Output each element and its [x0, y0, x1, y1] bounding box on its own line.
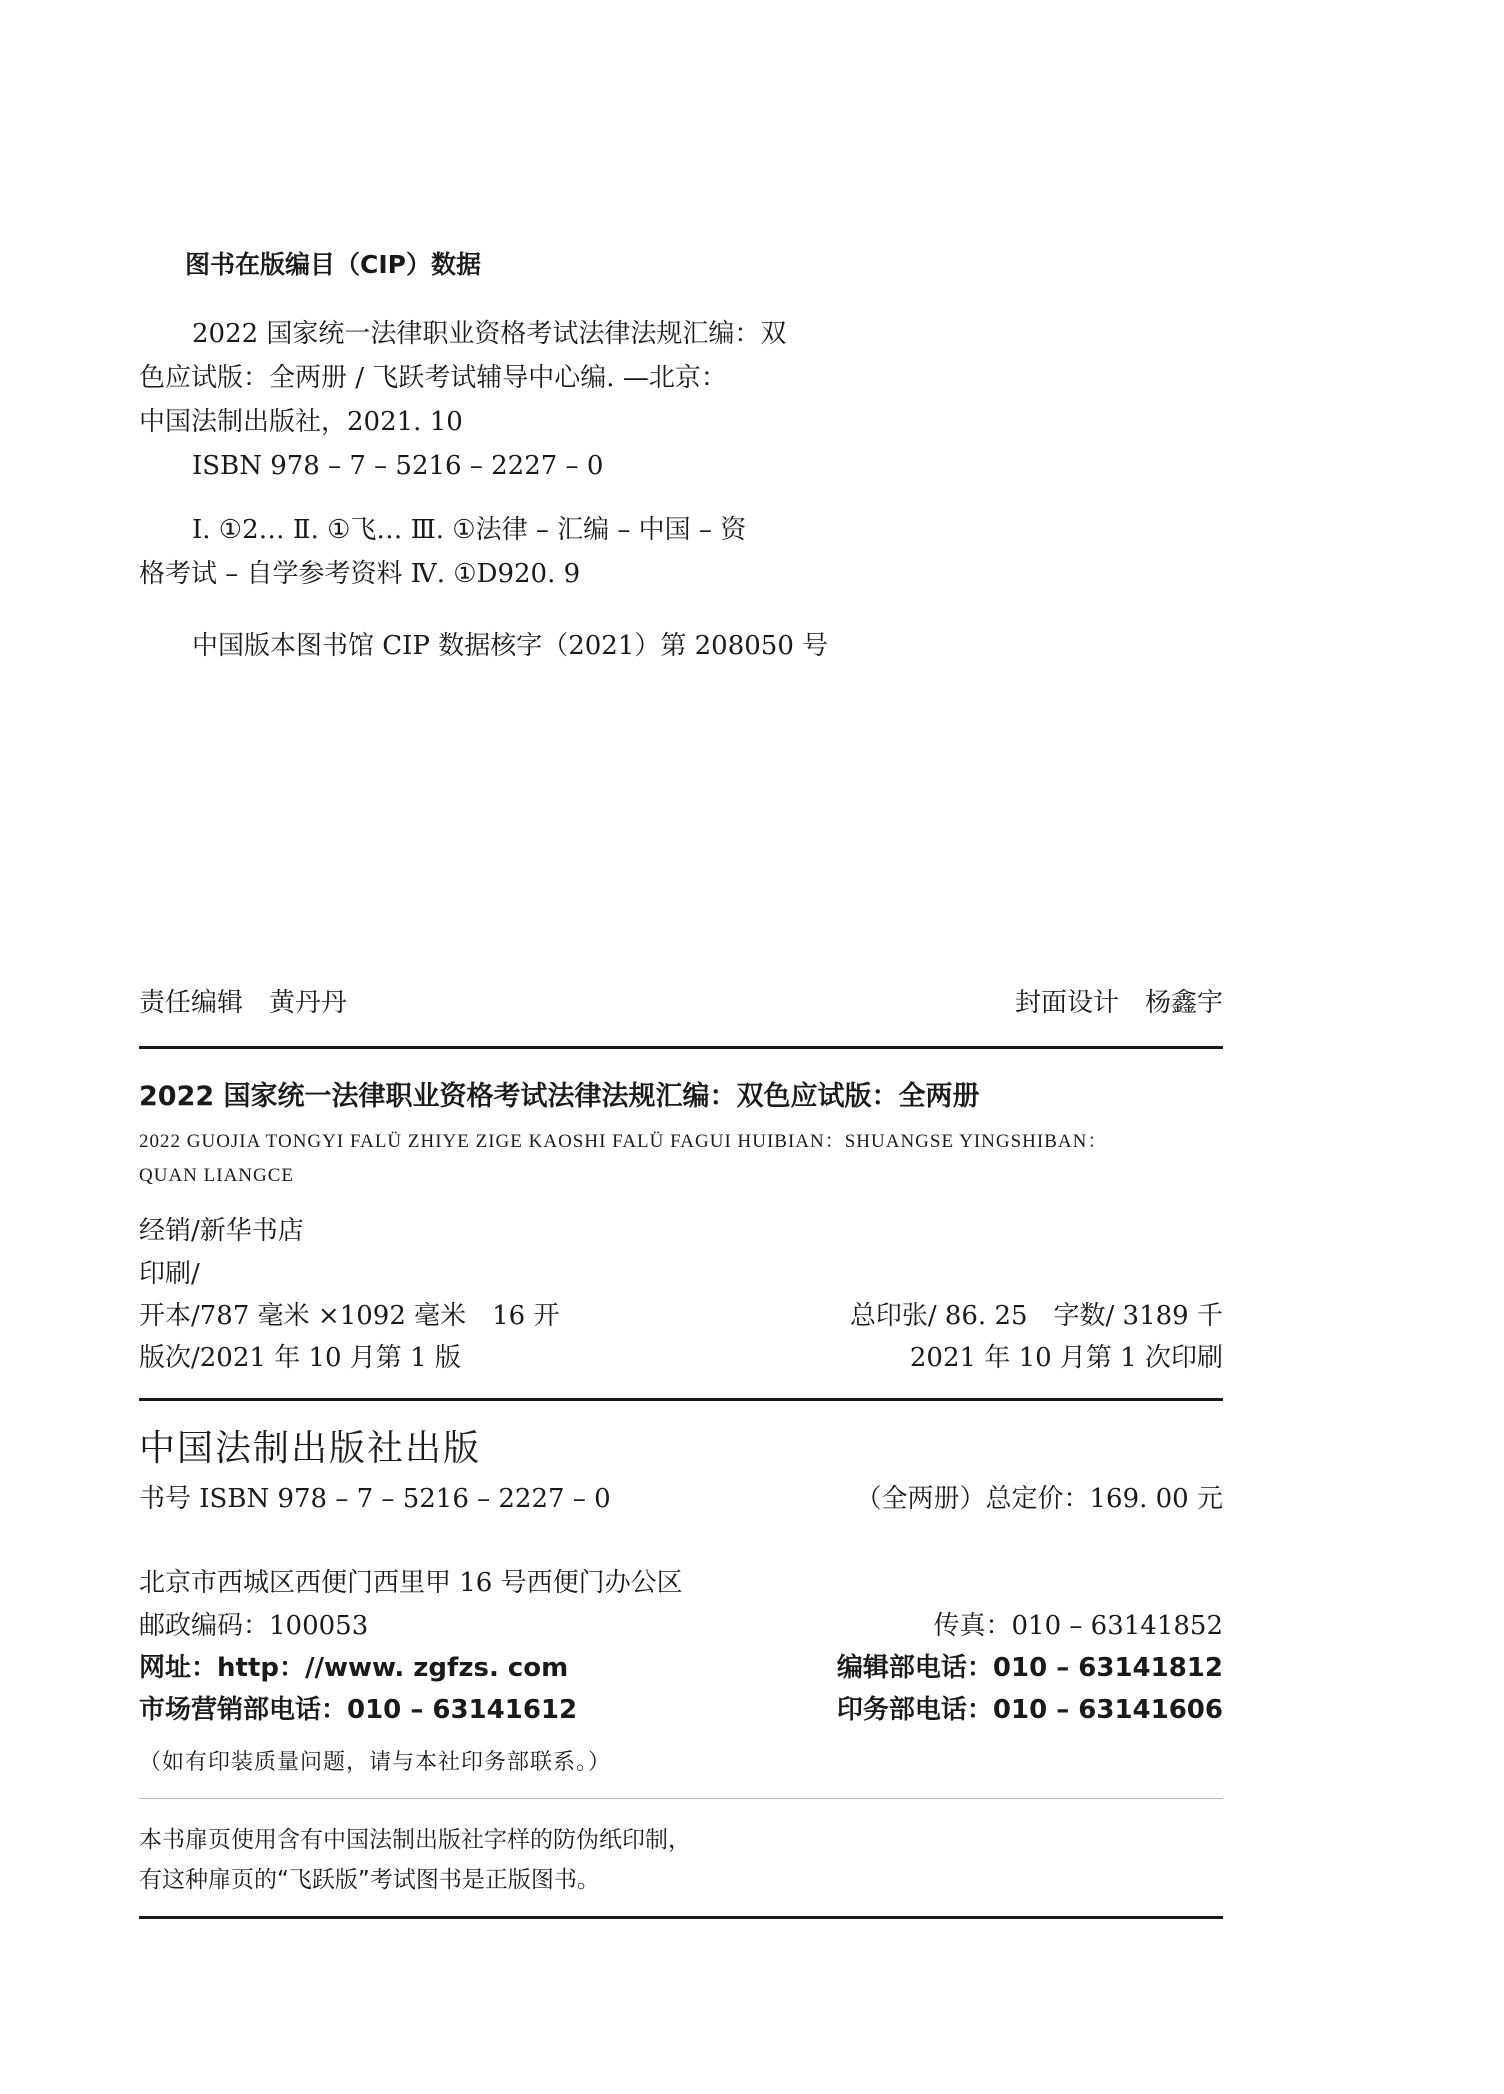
printer: 印刷/: [139, 1259, 200, 1289]
anti-counterfeit-notice: [139, 1820, 691, 1900]
cip-heading: 图书在版编目（CIP）数据: [185, 250, 481, 279]
divider-top: [139, 1046, 1223, 1049]
cip-isbn: ISBN 978 – 7 – 5216 – 2227 – 0: [192, 451, 604, 481]
book-format: 开本/787 毫米 ×1092 毫米 16 开: [139, 1301, 560, 1331]
cover-designer: 封面设计 杨鑫宇: [1014, 988, 1223, 1018]
isbn-price-row: [139, 1478, 1223, 1515]
printing-run: 2021 年 10 月第 1 次印刷: [909, 1343, 1223, 1373]
book-title-pinyin-line-1: 2022 GUOJIA TONGYI FALÜ ZHIYE ZIGE KAOSHI FALÜ FAGUI HUIBIAN：SHUANGSE YINGSHIBAN：: [139, 1131, 1108, 1152]
cip-class-line-2: 格考试 – 自学参考资料 Ⅳ. ①D920. 9: [139, 559, 581, 589]
publisher-name: 中国法制出版社出版: [139, 1428, 482, 1469]
anti-counterfeit-line-1: 本书扉页使用含有中国法制出版社字样的防伪纸印制，: [139, 1827, 691, 1853]
cip-class-line-1: Ⅰ. ①2… Ⅱ. ①飞… Ⅲ. ①法律 – 汇编 – 中国 – 资: [192, 515, 747, 545]
total-price: （全两册）总定价：169. 00 元: [855, 1484, 1223, 1514]
divider-middle: [139, 1398, 1223, 1401]
anti-counterfeit-line-2: 有这种扉页的“飞跃版”考试图书是正版图书。: [139, 1867, 600, 1893]
distributor: 经销/新华书店: [139, 1216, 304, 1246]
book-isbn: 书号 ISBN 978 – 7 – 5216 – 2227 – 0: [139, 1484, 611, 1514]
cip-title-line-2: 色应试版：全两册 / 飞跃考试辅导中心编. —北京：: [139, 363, 727, 393]
format-row: [139, 1295, 1223, 1332]
sheets-and-word-count: 总印张/ 86. 25 字数/ 3189 千: [849, 1301, 1223, 1331]
book-title-cn: 2022 国家统一法律职业资格考试法律法规汇编：双色应试版：全两册: [139, 1081, 980, 1112]
postcode: 邮政编码：100053: [139, 1611, 369, 1641]
divider-light: [139, 1798, 1223, 1799]
cip-title-line-3: 中国法制出版社，2021. 10: [139, 407, 463, 437]
responsible-editor: 责任编辑 黄丹丹: [139, 988, 348, 1018]
cip-description: [139, 312, 786, 488]
marketing-phone: 市场营销部电话：010 – 63141612: [139, 1695, 578, 1725]
divider-bottom: [139, 1916, 1223, 1919]
quality-note: （如有印装质量问题，请与本社印务部联系。）: [139, 1750, 612, 1775]
credits-row: [139, 982, 1223, 1019]
cip-classification: [139, 508, 746, 596]
fax-number: 传真：010 – 63141852: [933, 1611, 1223, 1641]
postcode-fax-row: [139, 1605, 1223, 1642]
editorial-phone: 编辑部电话：010 – 63141812: [836, 1653, 1223, 1683]
edition: 版次/2021 年 10 月第 1 版: [139, 1343, 461, 1373]
edition-row: [139, 1337, 1223, 1374]
book-title-pinyin-line-2: QUAN LIANGCE: [139, 1165, 295, 1186]
publisher-website: 网址：http：//www. zgfzs. com: [139, 1653, 569, 1683]
cip-record-number: 中国版本图书馆 CIP 数据核字（2021）第 208050 号: [192, 631, 829, 661]
website-editorial-row: [139, 1647, 1223, 1684]
cip-title-line-1: 2022 国家统一法律职业资格考试法律法规汇编：双: [192, 319, 787, 349]
publisher-address: 北京市西城区西便门西里甲 16 号西便门办公区: [139, 1568, 683, 1598]
marketing-printing-row: [139, 1689, 1223, 1726]
printing-dept-phone: 印务部电话：010 – 63141606: [836, 1695, 1223, 1725]
